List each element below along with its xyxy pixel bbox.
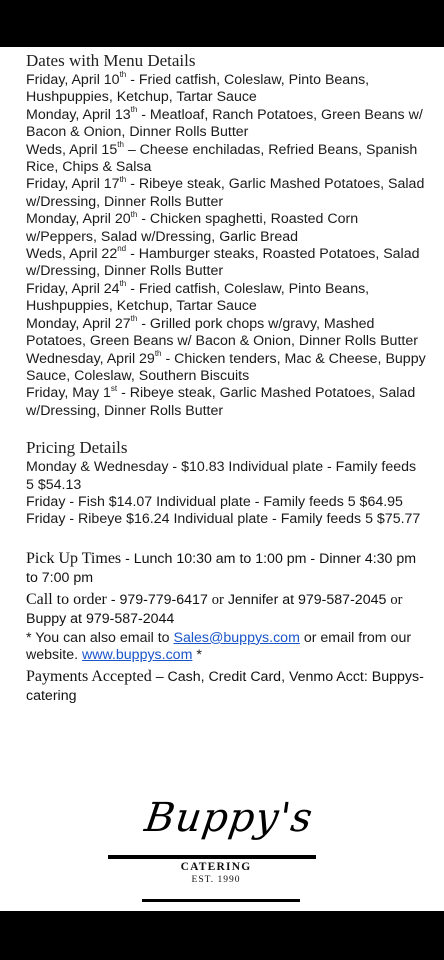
menu-item-date: Wednesday, April 29 [26, 350, 155, 367]
menu-item [26, 281, 426, 316]
menu-item [26, 211, 426, 246]
bottom-bar [0, 911, 444, 960]
top-bar [0, 0, 444, 47]
menu-item-date: Friday, April 10 [26, 72, 120, 88]
menu-item-dishes: - Ribeye steak, Garlic Mashed Potatoes, Salad w/Dressing, Dinner Rolls Butter [26, 176, 425, 210]
email-mid: or email from our website. [26, 629, 412, 664]
menu-item-date-suffix: nd [117, 244, 127, 254]
menu-item-date: Friday, May 1 [26, 385, 111, 402]
menu-item-dishes: - Chicken spaghetti, Roasted Corn w/Peppers, Salad w/Dressing, Garlic Bread [26, 211, 359, 245]
menu-item-date-suffix: th [154, 348, 162, 358]
email-post: * [192, 647, 202, 664]
pickup-times [26, 549, 426, 588]
logo-catering: CATERING [180, 861, 252, 873]
call-buppy: Buppy at 979-587-2044 [26, 610, 175, 627]
logo-est: EST. 1990 [191, 875, 241, 885]
email-pre: * You can also email to [26, 629, 174, 646]
spacer [26, 420, 426, 437]
menu-item [26, 139, 426, 177]
menu-item [26, 107, 426, 142]
call-or-2: or [390, 591, 403, 608]
menu-heading: Dates with Menu Details [26, 51, 196, 70]
menu-item [26, 385, 426, 420]
menu-item [26, 348, 426, 386]
menu-item-date: Monday, April 13 [26, 106, 131, 123]
menu-item-date: Monday, April 20 [26, 211, 131, 228]
pricing-heading: Pricing Details [26, 438, 128, 458]
menu-item-date-suffix: th [119, 279, 127, 289]
menu-item-date: Weds, April 22 [26, 246, 118, 263]
menu-item-date: Weds, April 15 [26, 141, 118, 158]
menu-item-dishes: - Meatloaf, Ranch Potatoes, Green Beans w/ Bacon & Onion, Dinner Rolls Butter [26, 106, 423, 141]
menu-item-date: Friday, April 17 [26, 176, 120, 193]
payments-text: – Cash, Credit Card, Venmo Acct: Buppys-catering [26, 668, 424, 704]
pickup-label: Pick Up Times [26, 549, 122, 567]
menu-item-date-suffix: st [110, 383, 118, 393]
logo-rule-bottom [142, 899, 300, 902]
call-or-1: or [211, 591, 224, 608]
logo-wordmark: Buppy's [142, 795, 316, 841]
pricing-line: Friday - Fish $14.07 Individual plate - Family feeds 5 $64.95 [26, 493, 403, 510]
menu-item-dishes: - Ribeye steak, Garlic Mashed Potatoes, Salad w/Dressing, Dinner Rolls Butter [26, 385, 416, 419]
menu-item [26, 72, 426, 107]
menu-item-dishes: - Grilled pork chops w/gravy, Mashed Potatoes, Green Beans w/ Bacon & Onion, Dinner Rolls Butter [26, 315, 418, 350]
menu-item-date-suffix: th [119, 70, 127, 80]
pricing-list [26, 459, 426, 529]
menu-item-dishes: - Hamburger steaks, Roasted Potatoes, Salad w/Dressing, Dinner Rolls Butter [26, 246, 420, 280]
email-link[interactable]: Sales@buppys.com [173, 629, 300, 646]
payments-label: Payments Accepted [26, 667, 152, 685]
pickup-text: - Lunch 10:30 am to 1:00 pm - Dinner 4:30 pm to 7:00 pm [26, 550, 417, 586]
logo-rule-top [108, 855, 316, 859]
menu-item [26, 313, 426, 351]
menu-item-date-suffix: th [130, 105, 138, 115]
call-phone-1: - 979-779-6417 [106, 591, 212, 608]
menu-item-date-suffix: th [117, 139, 124, 149]
email-info [26, 630, 426, 665]
call-label: Call to order [26, 590, 107, 608]
menu-list [26, 72, 426, 420]
call-to-order [26, 590, 426, 629]
menu-item-dishes: - Chicken tenders, Mac & Cheese, Buppy Sauce, Coleslaw, Southern Biscuits [26, 350, 426, 384]
payments [26, 667, 426, 706]
menu-sheet [0, 47, 444, 911]
content [26, 50, 426, 706]
menu-item-date-suffix: th [119, 174, 127, 184]
menu-item [26, 246, 426, 281]
spacer [26, 529, 426, 549]
buppys-logo [100, 795, 340, 905]
menu-item-date: Friday, April 24 [26, 280, 120, 297]
menu-item-date-suffix: th [130, 209, 138, 219]
pricing-line: Friday - Ribeye $16.24 Individual plate - Family feeds 5 $75.77 [26, 511, 421, 528]
menu-item-date-suffix: th [130, 313, 138, 323]
menu-item-dishes: - Fried catfish, Coleslaw, Pinto Beans, Hushpuppies, Ketchup, Tartar Sauce [26, 280, 370, 315]
pricing-line: Monday & Wednesday - $10.83 Individual plate - Family feeds 5 $54.13 [26, 459, 417, 493]
menu-item-dishes: – Cheese enchiladas, Refried Beans, Spanish Rice, Chips & Salsa [26, 141, 418, 176]
menu-item-date: Monday, April 27 [26, 315, 131, 332]
website-link[interactable]: www.buppys.com [82, 647, 193, 664]
menu-item [26, 176, 426, 211]
menu-item-dishes: - Fried catfish, Coleslaw, Pinto Beans, Hushpuppies, Ketchup, Tartar Sauce [26, 72, 370, 106]
call-jennifer: Jennifer at 979-587-2045 [223, 591, 391, 608]
